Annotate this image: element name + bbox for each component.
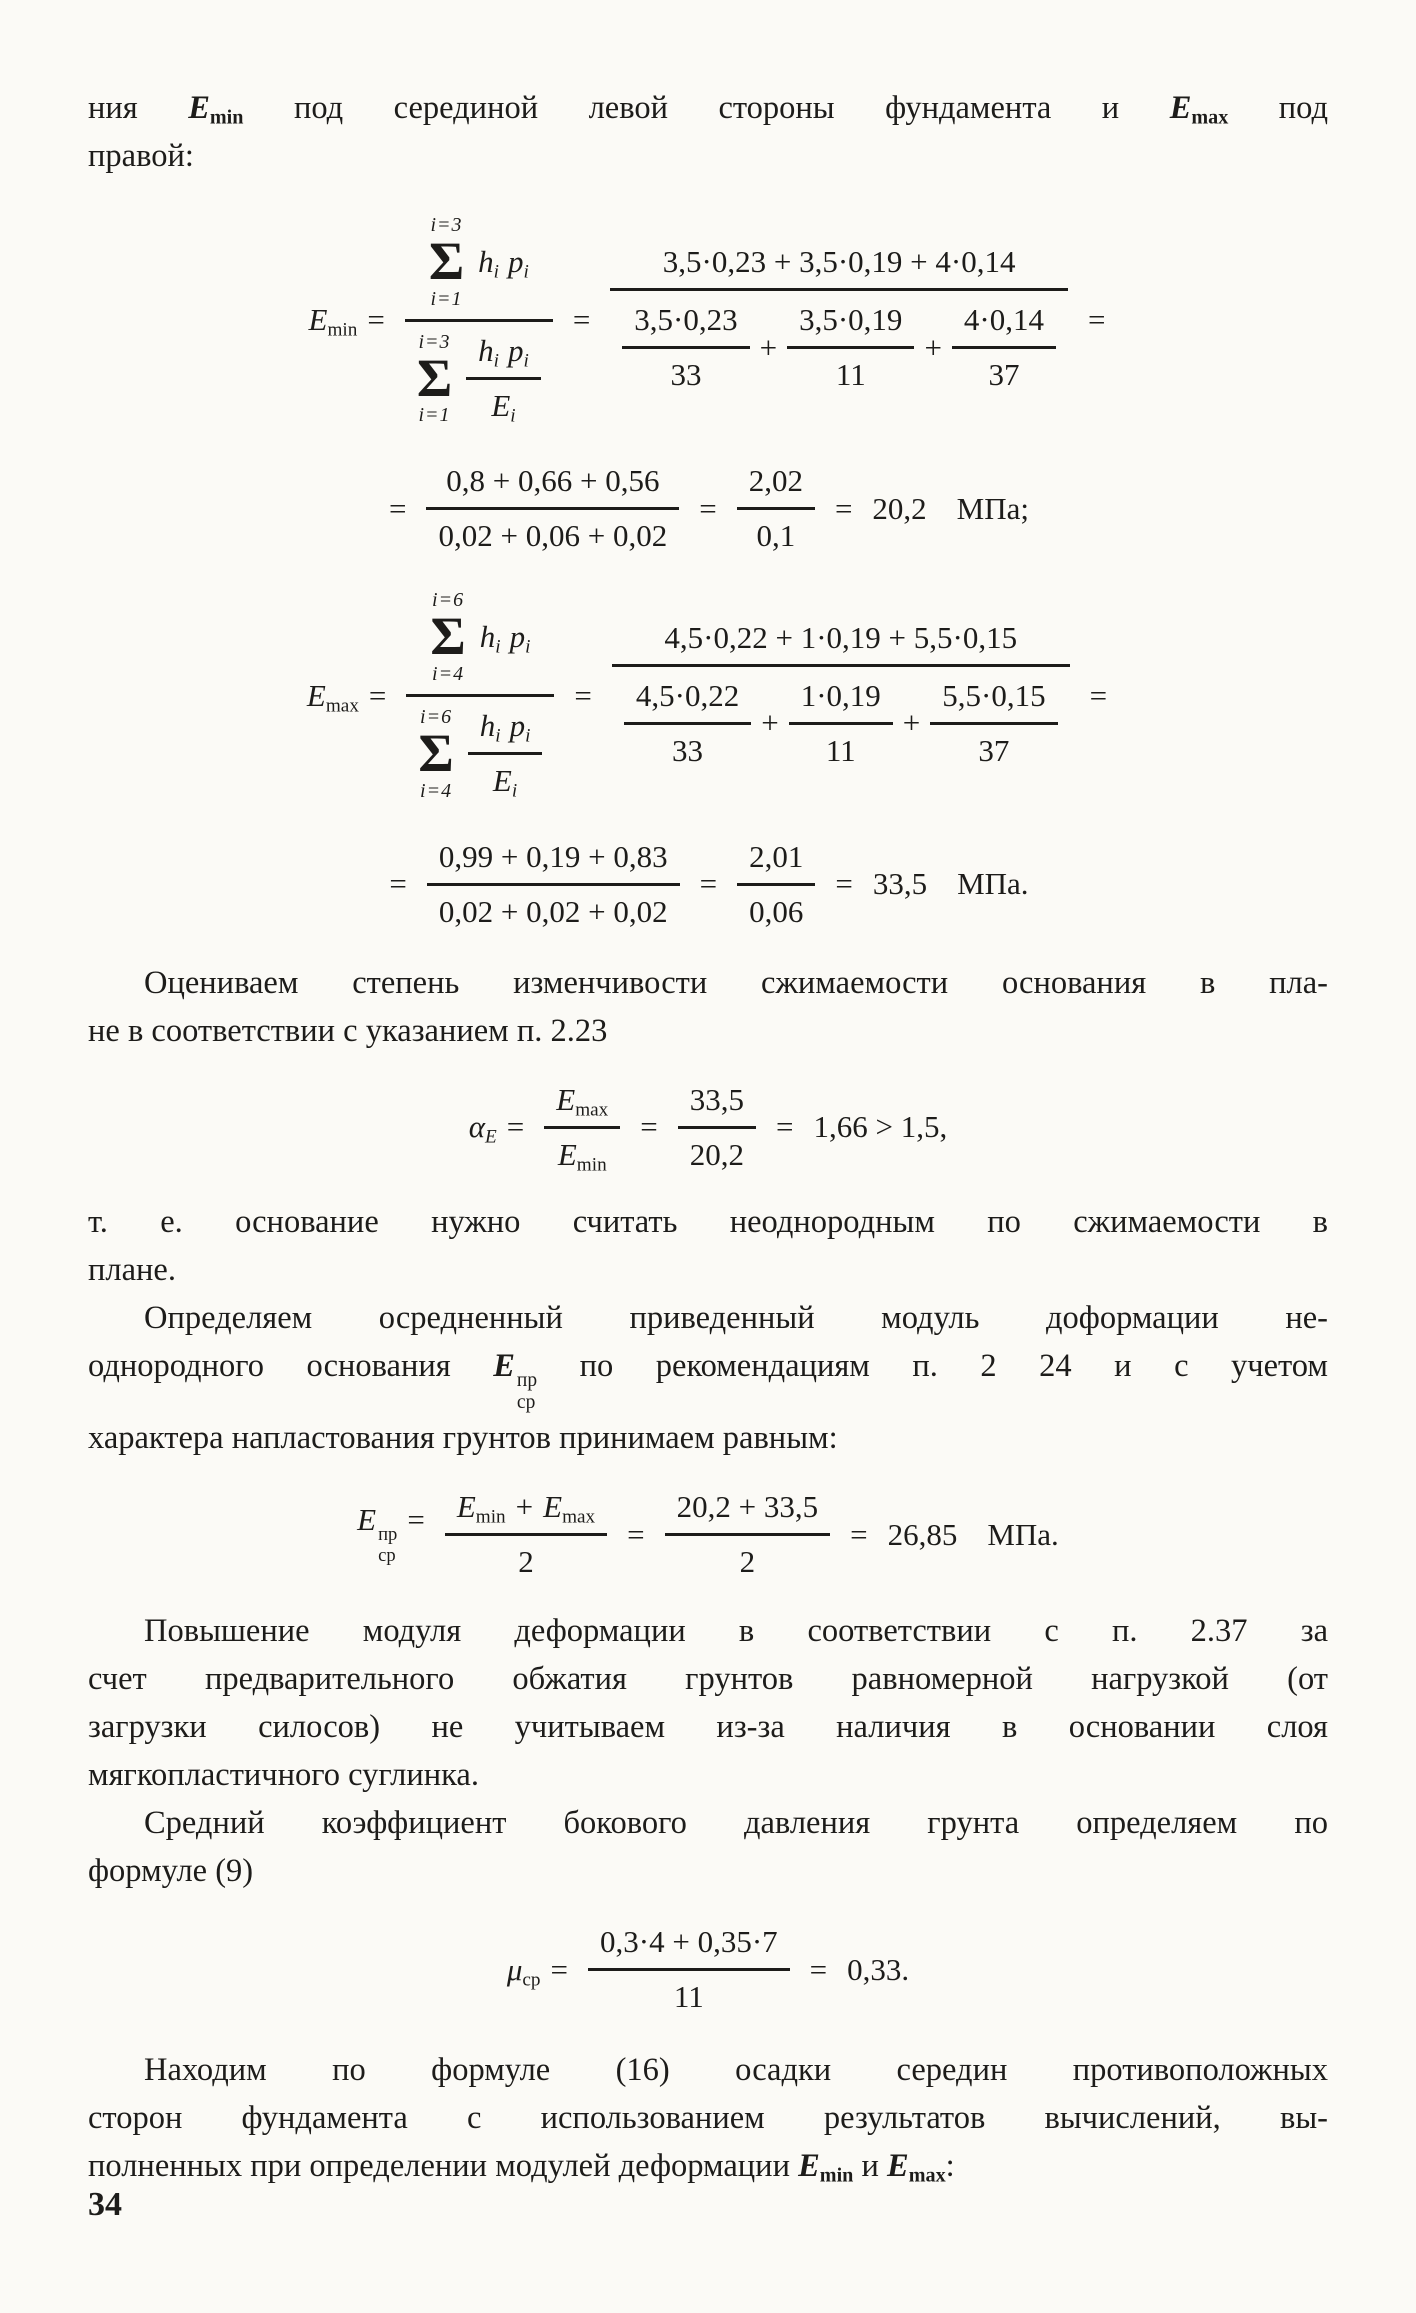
fraction: $\frac{3,5\cdot 0,23}{33}$	[622, 299, 749, 396]
result-value: 26,85	[887, 1516, 958, 1552]
formula-emax-row2: = $\frac{0,99 + 0,19 + 0,83}{0,02 + 0,02 + 0,02}$ = $\frac{2,01}{0,06}$ = 33,5 МПа.	[88, 836, 1328, 933]
paragraph-assess	[88, 959, 1328, 1055]
paragraph-define	[88, 1294, 1328, 1462]
page-number: 34	[88, 2186, 122, 2223]
h-p-term: $h_i$ $p_i$	[479, 619, 531, 658]
emax-term: $E_{max}$	[543, 1489, 596, 1528]
fraction	[544, 1079, 620, 1176]
sum-expression	[418, 705, 542, 803]
paragraph-increase	[88, 1607, 1328, 1799]
formula-mu	[88, 1921, 1328, 2018]
text-line: Определяем осредненный приведенный модуль доформации не-	[144, 1299, 1328, 1336]
h-p-term: $h_i$ $p_i$	[478, 243, 529, 283]
emin-term: $E_{min}$	[456, 1489, 506, 1528]
fraction-sums	[406, 585, 554, 805]
math-emax-inline: $E_{max}$:	[887, 2148, 955, 2187]
h-p-term: $h_i$ $p_i$	[478, 333, 529, 372]
formula-emin-row2: = $\frac{0,8 + 0,66 + 0,56}{0,02 + 0,06 + 0,02}$ = $\frac{2,02}{0,1}$ = 20,2 МПа;	[88, 460, 1328, 557]
result-unit: МПа.	[987, 1516, 1059, 1552]
fraction: $\frac{0,8 + 0,66 + 0,56}{0,02 + 0,06 + 0,02}$	[426, 460, 679, 557]
math-emin-inline: $E_{min}$	[188, 90, 244, 129]
text-line: однородного основания E пр ср по рекомендациям п. 2 24 и с учетом	[88, 1347, 1329, 1414]
fraction: $\frac{2,01}{0,06}$	[737, 836, 815, 933]
emax-lhs: $E_{max}$ =	[306, 677, 387, 716]
formula-mu-row: $\mu_{ср}$ = $\frac{0,3\cdot 4 + 0,35\cdot 7}{11}$ = 0,33.	[88, 1921, 1328, 2018]
formula-emax	[88, 585, 1328, 932]
sigma-symbol: Σ	[428, 231, 465, 291]
result-value: 1,66 > 1,5,	[813, 1109, 948, 1145]
emax-term: $E_{max}$	[556, 1081, 609, 1121]
E-i-term: $E_i$	[491, 388, 516, 427]
formula-esr-row: E пр ср = $E_{min}$ + $E_{max}$ 2 = $\frac{20,2 + 33,5}{2}$ = 26,85 МПа.	[88, 1486, 1328, 1583]
paragraph-find	[88, 2046, 1328, 2190]
text-line: Средний коэффициент бокового давления грунта определяем по	[144, 1805, 1328, 1842]
text-line: Находим по формуле (16) осадки середин противоположных	[144, 2052, 1328, 2089]
fraction: $\frac{0,99 + 0,19 + 0,83}{0,02 + 0,02 + 0,02}$	[427, 836, 680, 933]
text-line: правой:	[88, 138, 194, 174]
sum-expression	[430, 588, 530, 686]
fraction: $\frac{0,3\cdot 4 + 0,35\cdot 7}{11}$	[588, 1921, 790, 2018]
paragraph-intro	[88, 84, 1328, 180]
result-value: 20,2	[872, 490, 927, 526]
sum-expression	[429, 213, 529, 311]
sup-sub-stack: пр ср	[378, 1524, 398, 1567]
sum-symbol: i=3 Σ i=1	[428, 214, 465, 310]
E-i-term: $E_i$	[492, 763, 518, 802]
sum-symbol: i=6 Σ i=4	[430, 589, 466, 686]
alpha-lhs: $\alpha_E$ =	[468, 1109, 525, 1148]
mu-lhs: $\mu_{ср}$ =	[506, 1951, 569, 1990]
text-line: т. е. основание нужно считать неоднородным по сжимаемости в	[88, 1203, 1328, 1240]
fraction: $\frac{2,02}{0,1}$	[737, 460, 815, 557]
fraction-numeric: 3,5·0,23 + 3,5·0,19 + 4·0,14 $\frac{3,5\cdot 0,23}{33}$ + $\frac{3,5\cdot 0,19}{11}$ + $\frac{4\cdot 0,14}{37}$	[610, 241, 1068, 399]
fraction	[466, 330, 541, 427]
sum-symbol: i=3 Σ i=1	[416, 330, 453, 427]
emin-lhs: $E_{min}$ =	[308, 302, 385, 341]
text-line: не в соответствии с указанием п. 2.23	[88, 1012, 608, 1049]
text-line: ния $E_{min}$ под серединой левой стороны фундамента и $E_{max}$ под	[88, 90, 1329, 129]
sigma-symbol: Σ	[416, 347, 453, 408]
text-line: Оцениваем степень изменчивости сжимаемости основания в пла-	[144, 964, 1328, 1001]
text-line: полненных при определении модулей деформации $E_{min}$ и $E_{max}$:	[88, 2148, 955, 2187]
formula-emin-row1: $E_{min}$ = i=3 Σ i=1 $h_i$ $p_i$ i=3 Σ i=1 $\frac{h_i p_i}{E_i}$ = 3,5·0,23 + 3,5·0,19 + 4·0,14 $\frac{3,5\cdot 0,23}{33}$ + $\frac{3,5\cdot 0,19}{11}$ + $\frac{4\cdot 0,14}{37}$ =	[88, 210, 1328, 430]
fraction-numeric: 4,5·0,22 + 1·0,19 + 5,5·0,15 $\frac{4,5\cdot 0,22}{33}$ + $\frac{1\cdot 0,19}{11}$ + $\frac{5,5\cdot 0,15}{37}$	[612, 617, 1070, 775]
fraction: $\frac{5,5\cdot 0,15}{37}$	[930, 675, 1057, 772]
formula-emax-row1: $E_{max}$ = i=6 Σ i=4 $h_i$ $p_i$ i=6 Σ i=4 $\frac{h_i p_i}{E_i}$ = 4,5·0,22 + 1·0,19 + 5,5·0,15 $\frac{4,5\cdot 0,22}{33}$ + $\frac{1\cdot 0,19}{11}$ + $\frac{5,5\cdot 0,15}{37}$ =	[88, 585, 1328, 805]
sum-symbol: i=6 Σ i=4	[418, 706, 454, 802]
text-line: мягкопластичного суглинка.	[88, 1757, 479, 1794]
fraction	[468, 705, 543, 802]
page-content	[88, 84, 1328, 2190]
esr-lhs: E пр ср =	[357, 1502, 425, 1567]
text-line: счет предварительного обжатия грунтов равномерной нагрузкой (от	[88, 1661, 1328, 1698]
h-p-term: $h_i$ $p_i$	[479, 708, 531, 747]
result-unit: МПа.	[957, 866, 1029, 902]
math-emax-inline: $E_{max}$	[1169, 90, 1229, 129]
text-line: загрузки силосов) не учитываем из-за наличия в основании слоя	[88, 1709, 1328, 1746]
result-value: 33,5	[872, 866, 928, 902]
math-esr-inline: E пр ср	[493, 1347, 538, 1414]
text-line: характера напластования грунтов принимаем равным:	[88, 1420, 838, 1457]
fraction: $E_{min}$ + $E_{max}$ 2	[445, 1486, 607, 1583]
sup-sub-stack: пр ср	[516, 1370, 538, 1414]
fraction: $\frac{33,5}{20,2}$	[678, 1079, 756, 1176]
text-line: формуле (9)	[88, 1853, 254, 1890]
text-line: Повышение модуля деформации в соответствии с п. 2.37 за	[144, 1613, 1328, 1650]
paragraph-plane	[88, 1198, 1328, 1294]
text-line: плане.	[88, 1251, 176, 1288]
emin-term: $E_{min}$	[557, 1136, 607, 1176]
sigma-symbol: Σ	[430, 606, 466, 667]
formula-esr	[88, 1486, 1328, 1583]
math-emin-inline: $E_{min}$	[798, 2148, 854, 2187]
fraction: $\frac{1\cdot 0,19}{11}$	[789, 675, 893, 772]
sigma-symbol: Σ	[418, 723, 454, 784]
fraction: $\frac{4\cdot 0,14}{37}$	[952, 299, 1056, 396]
fraction-sums	[405, 210, 553, 430]
formula-alpha	[88, 1079, 1328, 1176]
result-unit: МПа;	[956, 490, 1029, 526]
fraction: $\frac{4,5\cdot 0,22}{33}$	[624, 675, 751, 772]
fraction: $\frac{20,2 + 33,5}{2}$	[665, 1486, 830, 1583]
sum-expression	[417, 330, 541, 428]
text-line: сторон фундамента с использованием результатов вычислений, вы-	[88, 2100, 1328, 2137]
paragraph-lateral	[88, 1799, 1328, 1895]
formula-alpha-row: $\alpha_E$ = $\frac{E_{max}}{E_{min}}$ = $\frac{33,5}{20,2}$ = 1,66 > 1,5,	[88, 1079, 1328, 1176]
fraction: $\frac{3,5\cdot 0,19}{11}$	[787, 299, 914, 396]
result-value: 0,33.	[847, 1951, 910, 1987]
formula-emin	[88, 210, 1328, 557]
